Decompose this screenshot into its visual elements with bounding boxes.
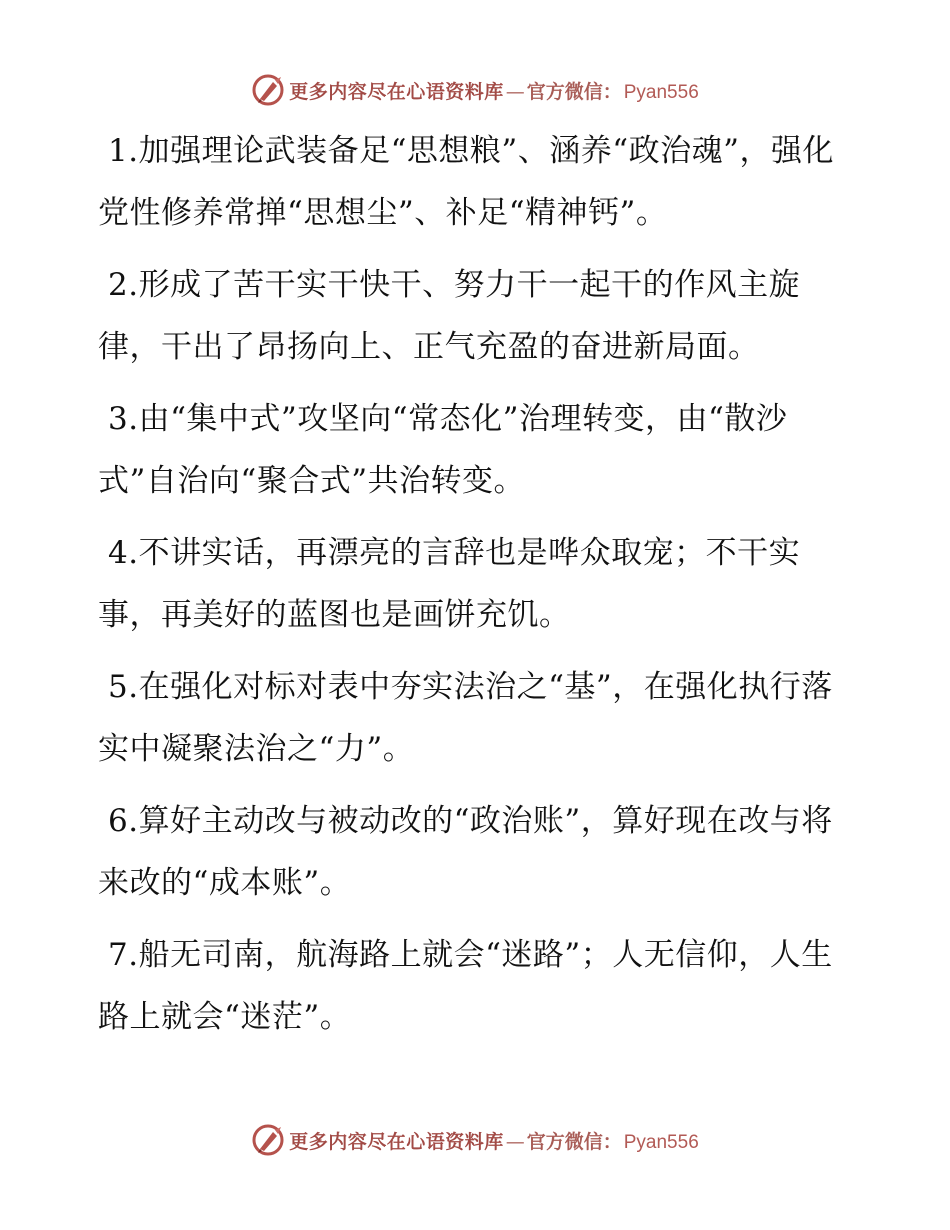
watermark-account-id: Pyan556 [623,81,699,103]
paragraph-2: 2.形成了苦干实干快干、努力干一起干的作风主旋律，干出了昂扬向上、正气充盈的奋进新局面。 [98,267,801,365]
document-body [98,120,858,1058]
paragraph-1: 1.加强理论武装备足“思想粮”、涵养“政治魂”，强化党性修养常掸“思想尘”、补足“精神钙”。 [98,133,834,231]
paragraph-5: 5.在强化对标对表中夯实法治之“基”，在强化执行落实中凝聚法治之“力”。 [98,669,833,767]
watermark-dash: — [505,80,525,103]
quill-pen-logo-icon [251,1123,285,1157]
quill-pen-logo-icon [251,73,285,107]
paragraph-6: 6.算好主动改与被动改的“政治账”，算好现在改与将来改的“成本账”。 [98,803,833,901]
footer-watermark-banner [0,1120,950,1160]
paragraph-4: 4.不讲实话，再漂亮的言辞也是哗众取宠；不干实事，再美好的蓝图也是画饼充饥。 [98,535,801,633]
watermark-account-label: 官方微信： [526,80,622,103]
watermark-account-label: 官方微信： [526,1130,622,1153]
paragraph-7: 7.船无司南，航海路上就会“迷路”；人无信仰，人生路上就会“迷茫”。 [98,937,833,1035]
paragraph-3: 3.由“集中式”攻坚向“常态化”治理转变，由“散沙式”自治向“聚合式”共治转变。 [98,401,788,499]
watermark-account-id: Pyan556 [623,1131,699,1153]
watermark-dash: — [505,1130,525,1153]
watermark-site-text: 更多内容尽在心语资料库 [289,1130,504,1153]
header-watermark-banner [0,70,950,110]
watermark-site-text: 更多内容尽在心语资料库 [289,80,504,103]
